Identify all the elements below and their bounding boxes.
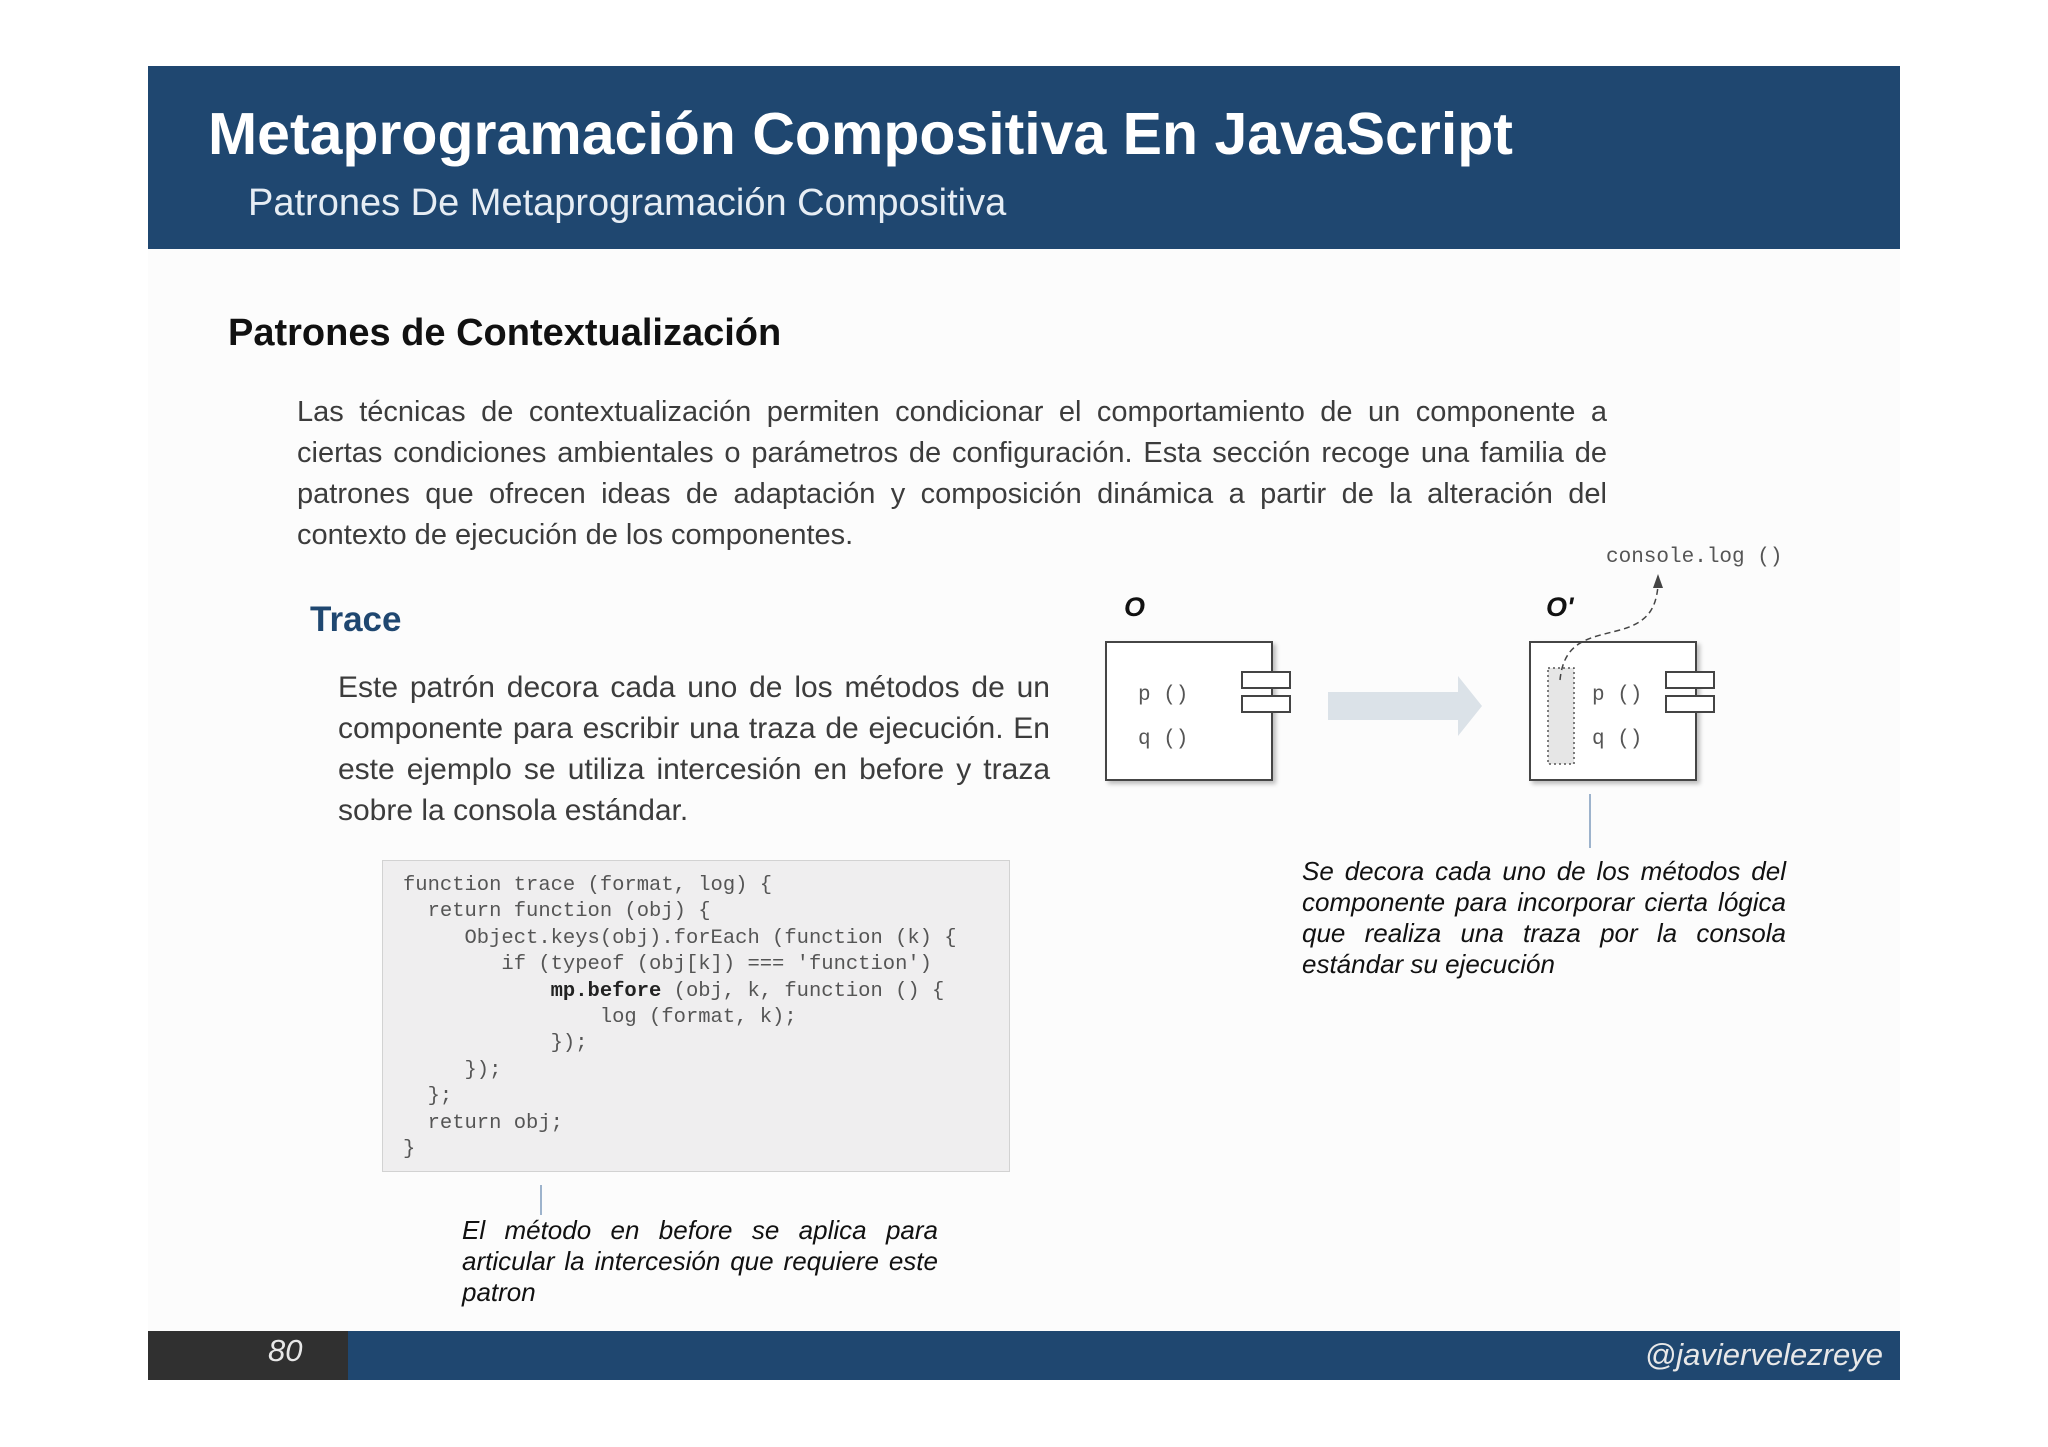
console-log-label: console.log () [1606,546,1783,569]
code-line: }); [403,1032,588,1056]
code-line: return function (obj) { [403,900,711,924]
footer-page-box [148,1331,348,1380]
component-port-top [1242,672,1290,688]
code-line: }; [403,1085,453,1109]
method-p-original: p () [1138,684,1189,707]
code-line: }); [403,1058,502,1082]
code-line: Object.keys(obj).forEach (function (k) { [403,926,957,950]
code-line: mp.before (obj, k, function () { [550,979,945,1003]
slide-subtitle: Patrones De Metaprogramación Compositiva [248,182,1007,224]
code-caption-connector [540,1185,542,1215]
code-block [382,860,1010,1172]
diagram-caption: Se decora cada uno de los métodos del componente para incorporar cierta lógica que realiza una traza por la consola estándar su ejecución [1302,856,1786,979]
pattern-title: Trace [310,600,402,639]
section-intro: Las técnicas de contextualización permiten condicionar el comportamiento de un componente a ciertas condiciones ambientales o parámetros de configuración. Esta sección recoge una familia de patrones que ofrecen ideas de adaptación y composición dinámica a partir de la alteración del contexto de ejecución de los componentes. [297,396,1607,551]
code-line: return obj; [403,1111,563,1135]
component-port-top-decorated [1666,672,1714,688]
component-port-bottom [1242,696,1290,712]
component-label-original: O [1124,592,1146,622]
transform-arrow-icon [1328,676,1482,736]
method-q-decorated: q () [1592,728,1643,751]
code-listing [403,873,1009,1163]
author-handle: @javiervelezreye [1644,1337,1883,1372]
method-p-decorated: p () [1592,684,1643,707]
interceptor-region [1548,668,1574,764]
component-label-decorated: O' [1546,592,1574,622]
code-line: } [403,1138,416,1162]
page-number: 80 [268,1333,303,1368]
code-line: if (typeof (obj[k]) === 'function') [403,953,932,977]
decoration-diagram [1090,530,1850,850]
code-line: function trace (format, log) { [403,874,773,897]
code-line: log (format, k); [403,1006,797,1030]
pattern-description: Este patrón decora cada uno de los métodos de un componente para escribir una traza de ejecución. En este ejemplo se utiliza intercesión en before y traza sobre la consola estándar. [338,671,1050,827]
console-arrow-head-icon [1653,574,1663,588]
section-title: Patrones de Contextualización [228,312,782,354]
code-caption: El método en before se aplica para articular la intercesión que requiere este patron [462,1215,938,1307]
component-port-bottom-decorated [1666,696,1714,712]
method-q-original: q () [1138,728,1189,751]
slide-title: Metaprogramación Compositiva En JavaScript [208,101,1513,167]
